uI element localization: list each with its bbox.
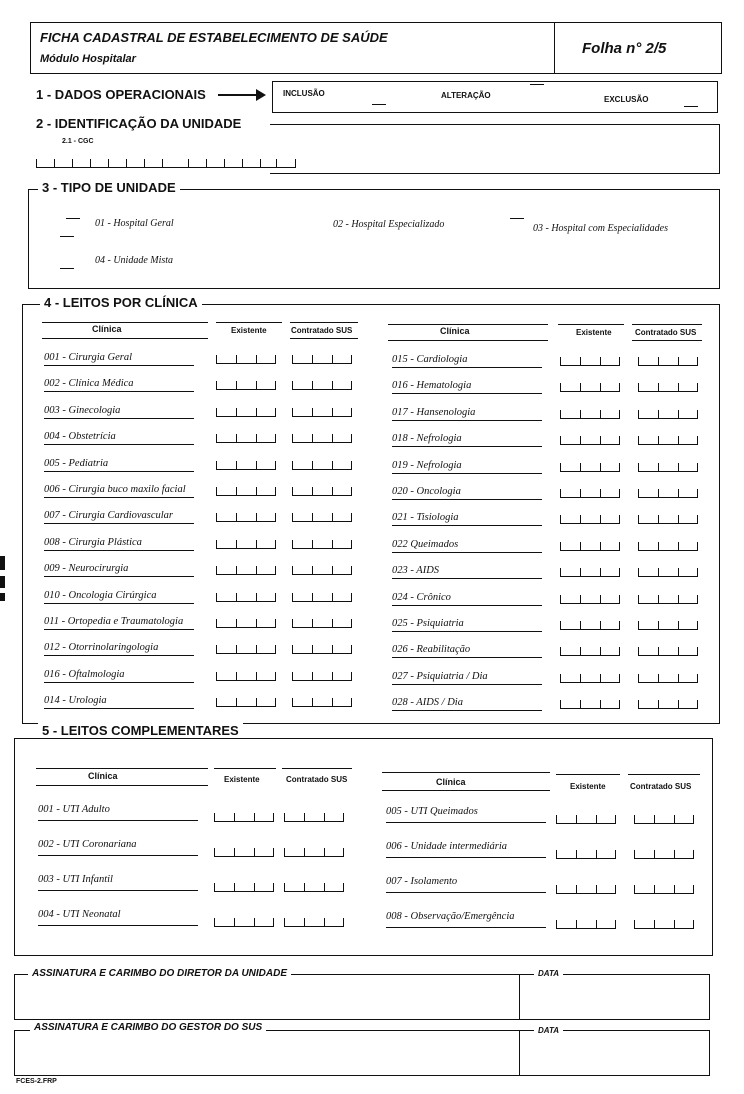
- row-underline: [392, 499, 542, 500]
- contratado-sus-digit-cells[interactable]: [292, 510, 352, 522]
- contratado-sus-digit-cells[interactable]: [638, 565, 698, 577]
- leitos-clinica-right-label: 025 - Psiquiatria: [392, 618, 464, 629]
- leitos-clinica-left-label: 016 - Oftalmologia: [44, 669, 125, 680]
- gestor-signature-label: ASSINATURA E CARIMBO DO GESTOR DO SUS: [30, 1022, 266, 1033]
- existente-digit-cells[interactable]: [216, 378, 276, 390]
- contratado-sus-digit-cells[interactable]: [292, 352, 352, 364]
- leitos-clinica-right-label: 023 - AIDS: [392, 565, 440, 576]
- row-underline: [44, 523, 194, 524]
- leitos-clinica-right-label: 028 - AIDS / Dia: [392, 697, 463, 708]
- existente-digit-cells[interactable]: [216, 352, 276, 364]
- s5-left-col-clinica: Clínica: [88, 771, 118, 781]
- contratado-sus-digit-cells[interactable]: [634, 812, 694, 824]
- row-underline: [392, 552, 542, 553]
- unidade-mista-checkbox[interactable]: [60, 236, 74, 237]
- leitos-complementares-left-label: 003 - UTI Infantil: [38, 874, 113, 885]
- contratado-sus-digit-cells[interactable]: [638, 697, 698, 709]
- cgc-digit-cells[interactable]: [36, 156, 296, 168]
- contratado-sus-digit-cells[interactable]: [638, 539, 698, 551]
- contratado-sus-digit-cells[interactable]: [638, 380, 698, 392]
- leitos-clinica-left-label: 003 - Ginecologia: [44, 405, 121, 416]
- contratado-sus-digit-cells[interactable]: [284, 810, 344, 822]
- section1-arrow-line: [218, 94, 260, 96]
- gestor-date-field[interactable]: [522, 1040, 708, 1074]
- existente-digit-cells[interactable]: [216, 616, 276, 628]
- hospital-especializado-label: 02 - Hospital Especializado: [333, 219, 445, 230]
- row-underline: [44, 682, 194, 683]
- alteracao-checkbox[interactable]: [530, 84, 544, 85]
- row-underline: [392, 657, 542, 658]
- existente-digit-cells[interactable]: [216, 484, 276, 496]
- operation-box: [272, 81, 718, 113]
- row-underline: [44, 576, 194, 577]
- fold-mark: [0, 576, 5, 588]
- contratado-sus-digit-cells[interactable]: [284, 880, 344, 892]
- contratado-sus-digit-cells[interactable]: [638, 618, 698, 630]
- s5-left-sus-line: [282, 768, 352, 769]
- section2-top-line: [270, 124, 720, 125]
- arrow-icon: [256, 89, 266, 101]
- contratado-sus-digit-cells[interactable]: [634, 847, 694, 859]
- row-underline: [44, 391, 194, 392]
- s4-right-header-line-1: [388, 324, 548, 325]
- contratado-sus-digit-cells[interactable]: [284, 915, 344, 927]
- existente-digit-cells[interactable]: [216, 537, 276, 549]
- section2-bottom-line: [270, 173, 720, 174]
- row-underline: [392, 578, 542, 579]
- row-underline: [44, 444, 194, 445]
- leitos-clinica-right-label: 027 - Psiquiatria / Dia: [392, 671, 488, 682]
- contratado-sus-digit-cells[interactable]: [638, 460, 698, 472]
- s4-left-header-line-2: [42, 338, 208, 339]
- contratado-sus-digit-cells[interactable]: [638, 433, 698, 445]
- leitos-complementares-right-label: 006 - Unidade intermediária: [386, 841, 508, 852]
- existente-digit-cells[interactable]: [560, 618, 620, 630]
- s5-left-header-line-1: [36, 768, 208, 769]
- gestor-signature-field[interactable]: [16, 1040, 516, 1074]
- row-underline: [392, 473, 542, 474]
- contratado-sus-digit-cells[interactable]: [292, 695, 352, 707]
- hospital-geral-label: 01 - Hospital Geral: [95, 218, 174, 229]
- s4-right-col-existente: Existente: [576, 328, 612, 337]
- existente-digit-cells[interactable]: [214, 845, 274, 857]
- exclusao-checkbox[interactable]: [684, 106, 698, 107]
- director-date-divider: [519, 974, 520, 1020]
- leitos-complementares-right-label: 008 - Observação/Emergência: [386, 911, 515, 922]
- contratado-sus-digit-cells[interactable]: [292, 431, 352, 443]
- section2-right-line: [719, 124, 720, 174]
- hospital-geral-checkbox[interactable]: [66, 218, 80, 219]
- existente-digit-cells[interactable]: [560, 380, 620, 392]
- sheet-number: Folha n° 2/5: [582, 40, 667, 57]
- leitos-clinica-right-label: 020 - Oncologia: [392, 486, 461, 497]
- existente-digit-cells[interactable]: [216, 510, 276, 522]
- leitos-clinica-right-label: 019 - Nefrologia: [392, 460, 462, 471]
- s4-left-col-sus: Contratado SUS: [291, 326, 353, 335]
- leitos-complementares-right-label: 005 - UTI Queimados: [386, 806, 478, 817]
- existente-digit-cells[interactable]: [560, 671, 620, 683]
- s4-left-header-line-1: [42, 322, 208, 323]
- alteracao-label: ALTERAÇÃO: [441, 91, 491, 100]
- existente-digit-cells[interactable]: [560, 460, 620, 472]
- contratado-sus-digit-cells[interactable]: [292, 537, 352, 549]
- existente-digit-cells[interactable]: [560, 644, 620, 656]
- unidade-mista-label: 04 - Unidade Mista: [95, 255, 174, 266]
- s5-left-col-sus: Contratado SUS: [286, 775, 348, 784]
- form-title: FICHA CADASTRAL DE ESTABELECIMENTO DE SAÚDE: [40, 30, 388, 45]
- s4-right-exist-line: [558, 324, 624, 325]
- s4-left-exist-line: [216, 322, 282, 323]
- leitos-clinica-left-label: 004 - Obstetrícia: [44, 431, 116, 442]
- section4-title: 4 - LEITOS POR CLÍNICA: [40, 295, 202, 310]
- s4-left-sus-line-2: [290, 338, 358, 339]
- hospital-especialidades-label: 03 - Hospital com Especialidades: [533, 223, 668, 234]
- director-signature-label: ASSINATURA E CARIMBO DO DIRETOR DA UNIDADE: [28, 968, 291, 979]
- leitos-clinica-left-label: 007 - Cirurgia Cardiovascular: [44, 510, 174, 521]
- director-signature-field[interactable]: [16, 984, 516, 1018]
- existente-digit-cells[interactable]: [556, 882, 616, 894]
- section1-title: 1 - DADOS OPERACIONAIS: [36, 87, 206, 102]
- existente-digit-cells[interactable]: [556, 917, 616, 929]
- s5-left-header-line-2: [36, 785, 208, 786]
- row-underline: [44, 418, 194, 419]
- existente-digit-cells[interactable]: [560, 539, 620, 551]
- contratado-sus-digit-cells[interactable]: [292, 616, 352, 628]
- existente-digit-cells[interactable]: [560, 565, 620, 577]
- existente-digit-cells[interactable]: [216, 642, 276, 654]
- form-code: FCES-2.FRP: [16, 1078, 57, 1085]
- s4-left-sus-line: [290, 322, 358, 323]
- row-underline: [44, 550, 194, 551]
- s5-right-header-line-1: [382, 772, 550, 773]
- leitos-clinica-left-label: 010 - Oncologia Cirúrgica: [44, 590, 157, 601]
- existente-digit-cells[interactable]: [214, 880, 274, 892]
- row-underline: [392, 525, 542, 526]
- contratado-sus-digit-cells[interactable]: [638, 592, 698, 604]
- leitos-clinica-left-label: 001 - Cirurgia Geral: [44, 352, 132, 363]
- row-underline: [44, 471, 194, 472]
- s4-right-sus-line: [632, 324, 702, 325]
- row-underline: [44, 629, 194, 630]
- contratado-sus-digit-cells[interactable]: [638, 644, 698, 656]
- leitos-clinica-left-label: 012 - Otorrinolaringologia: [44, 642, 159, 653]
- contratado-sus-digit-cells[interactable]: [634, 917, 694, 929]
- existente-digit-cells[interactable]: [216, 669, 276, 681]
- director-date-label: DATA: [534, 969, 563, 978]
- section3-box: [28, 189, 720, 289]
- s5-right-col-existente: Existente: [570, 782, 606, 791]
- row-underline: [392, 367, 542, 368]
- cgc-label: 2.1 - CGC: [62, 138, 94, 145]
- s4-right-col-sus: Contratado SUS: [635, 328, 697, 337]
- contratado-sus-digit-cells[interactable]: [292, 484, 352, 496]
- leitos-clinica-left-label: 011 - Ortopedia e Traumatologia: [44, 616, 184, 627]
- existente-digit-cells[interactable]: [560, 407, 620, 419]
- existente-digit-cells[interactable]: [216, 431, 276, 443]
- leitos-complementares-left-label: 002 - UTI Coronariana: [38, 839, 137, 850]
- s4-right-header-line-2: [388, 340, 548, 341]
- contratado-sus-digit-cells[interactable]: [638, 512, 698, 524]
- contratado-sus-digit-cells[interactable]: [292, 590, 352, 602]
- leitos-complementares-left-label: 004 - UTI Neonatal: [38, 909, 121, 920]
- section3-title: 3 - TIPO DE UNIDADE: [38, 180, 180, 195]
- row-underline: [386, 892, 546, 893]
- row-underline: [38, 855, 198, 856]
- contratado-sus-digit-cells[interactable]: [292, 669, 352, 681]
- contratado-sus-digit-cells[interactable]: [638, 354, 698, 366]
- leitos-clinica-left-label: 006 - Cirurgia buco maxilo facial: [44, 484, 186, 495]
- contratado-sus-digit-cells[interactable]: [292, 378, 352, 390]
- existente-digit-cells[interactable]: [216, 695, 276, 707]
- s4-left-col-existente: Existente: [231, 326, 267, 335]
- contratado-sus-digit-cells[interactable]: [292, 563, 352, 575]
- existente-digit-cells[interactable]: [560, 433, 620, 445]
- leitos-clinica-left-label: 009 - Neurocirurgia: [44, 563, 129, 574]
- row-underline: [392, 420, 542, 421]
- leitos-clinica-right-label: 016 - Hematologia: [392, 380, 472, 391]
- s4-right-col-clinica: Clínica: [440, 326, 470, 336]
- existente-digit-cells[interactable]: [216, 590, 276, 602]
- leitos-clinica-left-label: 002 - Clínica Médica: [44, 378, 134, 389]
- s5-right-col-clinica: Clínica: [436, 777, 466, 787]
- section2-title: 2 - IDENTIFICAÇÃO DA UNIDADE: [36, 116, 242, 131]
- existente-digit-cells[interactable]: [556, 812, 616, 824]
- leitos-clinica-left-label: 005 - Pediatria: [44, 458, 109, 469]
- existente-digit-cells[interactable]: [560, 697, 620, 709]
- unidade-mista-checkbox-2[interactable]: [60, 268, 74, 269]
- row-underline: [392, 710, 542, 711]
- row-underline: [38, 925, 198, 926]
- s5-right-sus-line: [628, 774, 700, 775]
- row-underline: [44, 365, 194, 366]
- exclusao-label: EXCLUSÃO: [604, 95, 649, 104]
- row-underline: [38, 890, 198, 891]
- contratado-sus-digit-cells[interactable]: [292, 642, 352, 654]
- s5-left-exist-line: [214, 768, 276, 769]
- hospital-especialidades-checkbox[interactable]: [510, 218, 524, 219]
- row-underline: [386, 857, 546, 858]
- s5-right-header-line-2: [382, 790, 550, 791]
- contratado-sus-digit-cells[interactable]: [638, 486, 698, 498]
- row-underline: [392, 684, 542, 685]
- fold-mark: [0, 556, 5, 570]
- row-underline: [392, 393, 542, 394]
- row-underline: [392, 631, 542, 632]
- existente-digit-cells[interactable]: [216, 563, 276, 575]
- row-underline: [44, 497, 194, 498]
- fold-mark: [0, 593, 5, 601]
- contratado-sus-digit-cells[interactable]: [292, 458, 352, 470]
- leitos-clinica-right-label: 017 - Hansenologia: [392, 407, 476, 418]
- header-divider: [554, 22, 555, 74]
- leitos-clinica-right-label: 015 - Cardiologia: [392, 354, 468, 365]
- s5-right-col-sus: Contratado SUS: [630, 782, 692, 791]
- row-underline: [44, 603, 194, 604]
- section5-title: 5 - LEITOS COMPLEMENTARES: [38, 723, 243, 738]
- gestor-date-divider: [519, 1030, 520, 1076]
- s5-right-exist-line: [556, 774, 620, 775]
- row-underline: [392, 605, 542, 606]
- row-underline: [44, 655, 194, 656]
- existente-digit-cells[interactable]: [216, 458, 276, 470]
- leitos-clinica-right-label: 018 - Nefrologia: [392, 433, 462, 444]
- leitos-clinica-right-label: 022 Queimados: [392, 539, 459, 550]
- row-underline: [386, 927, 546, 928]
- director-date-field[interactable]: [522, 984, 708, 1018]
- contratado-sus-digit-cells[interactable]: [292, 405, 352, 417]
- leitos-complementares-right-label: 007 - Isolamento: [386, 876, 458, 887]
- inclusao-label: INCLUSÃO: [283, 89, 325, 98]
- leitos-complementares-left-label: 001 - UTI Adulto: [38, 804, 110, 815]
- row-underline: [386, 822, 546, 823]
- s4-right-sus-line-2: [632, 340, 702, 341]
- existente-digit-cells[interactable]: [560, 592, 620, 604]
- row-underline: [392, 446, 542, 447]
- existente-digit-cells[interactable]: [214, 810, 274, 822]
- existente-digit-cells[interactable]: [560, 512, 620, 524]
- contratado-sus-digit-cells[interactable]: [638, 671, 698, 683]
- contratado-sus-digit-cells[interactable]: [638, 407, 698, 419]
- leitos-clinica-right-label: 026 - Reabilitação: [392, 644, 471, 655]
- form-subtitle: Módulo Hospitalar: [40, 53, 136, 65]
- leitos-clinica-left-label: 008 - Cirurgia Plástica: [44, 537, 142, 548]
- gestor-date-label: DATA: [534, 1026, 563, 1035]
- s5-left-col-existente: Existente: [224, 775, 260, 784]
- contratado-sus-digit-cells[interactable]: [284, 845, 344, 857]
- leitos-clinica-left-label: 014 - Urologia: [44, 695, 107, 706]
- leitos-clinica-right-label: 024 - Crônico: [392, 592, 451, 603]
- existente-digit-cells[interactable]: [214, 915, 274, 927]
- inclusao-checkbox[interactable]: [372, 104, 386, 105]
- existente-digit-cells[interactable]: [560, 354, 620, 366]
- existente-digit-cells[interactable]: [560, 486, 620, 498]
- row-underline: [38, 820, 198, 821]
- existente-digit-cells[interactable]: [216, 405, 276, 417]
- leitos-clinica-right-label: 021 - Tisiologia: [392, 512, 459, 523]
- contratado-sus-digit-cells[interactable]: [634, 882, 694, 894]
- s4-left-col-clinica: Clínica: [92, 324, 122, 334]
- row-underline: [44, 708, 194, 709]
- existente-digit-cells[interactable]: [556, 847, 616, 859]
